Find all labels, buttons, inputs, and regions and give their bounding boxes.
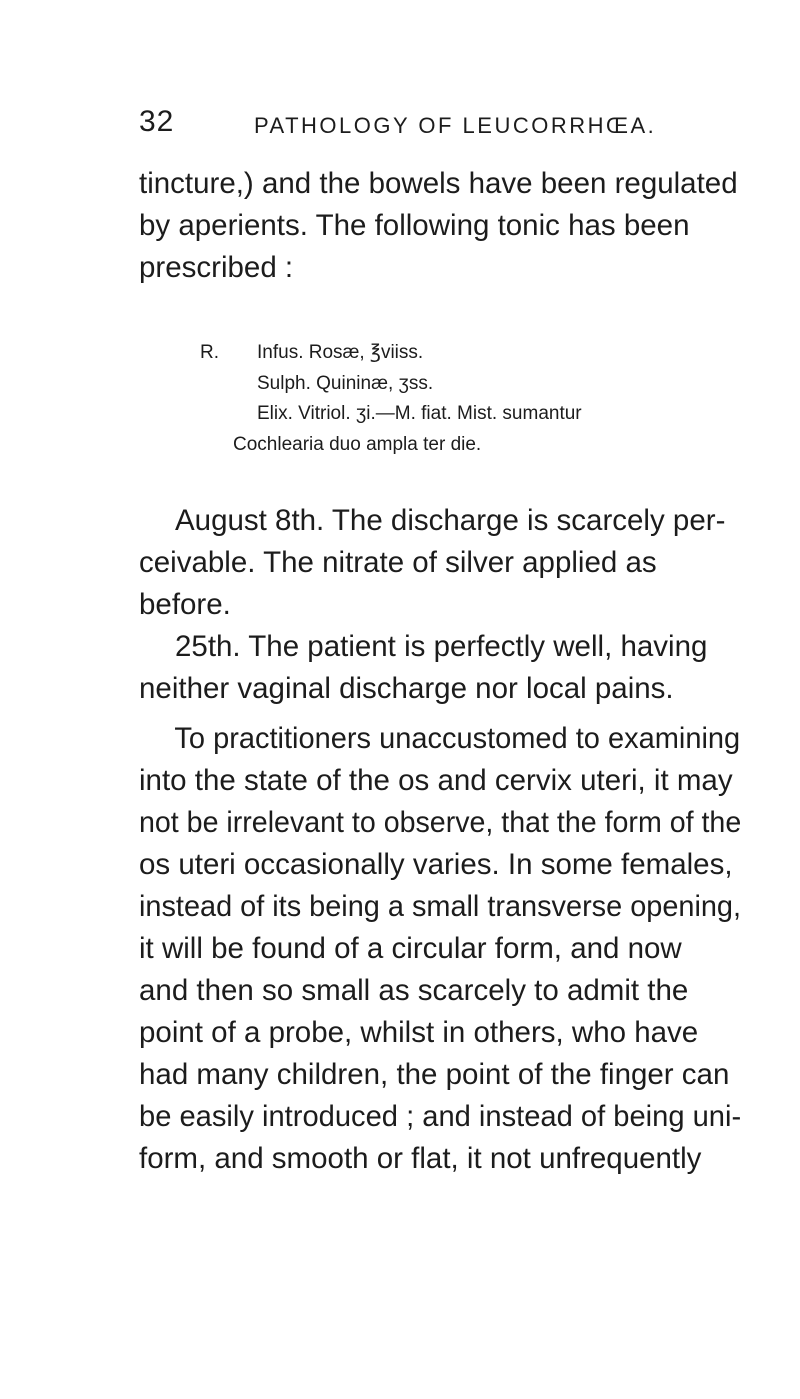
text-line: ceivable. The nitrate of silver applied as [139,546,657,579]
page-header [139,105,779,145]
text-line: and then so small as scarcely to admit the [139,974,689,1007]
text-line: To practitioners unaccustomed to examining [174,722,741,755]
text-line: not be irrelevant to observe, that the form of the [139,806,742,839]
recipe-symbol: R. [200,342,219,363]
text-line: tincture,) and the bowels have been regulated [139,167,738,200]
text-line: August 8th. The discharge is scarcely per- [175,504,726,537]
prescription-line: Elix. Vitriol. ʒi.—M. fiat. Mist. sumantur [257,403,582,424]
text-line: be easily introduced ; and instead of being uni- [139,1100,742,1133]
running-head: PATHOLOGY OF LEUCORRHŒA. [254,113,657,138]
text-line: point of a probe, whilst in others, who have [139,1016,699,1049]
text-line: prescribed : [139,251,294,284]
text-line: before. [139,588,231,621]
text-line: form, and smooth or flat, it not unfrequently [139,1142,702,1175]
text-line: instead of its being a small transverse opening, [139,890,742,923]
prescription-line: Infus. Rosæ, ℥viiss. [257,342,424,363]
prescription-line: Cochlearia duo ampla ter die. [233,433,482,455]
paragraph-case-notes [139,500,741,710]
text-line: into the state of the os and cervix uteri, it may [139,764,733,797]
text-line: had many children, the point of the finger can [139,1058,730,1091]
text-line: 25th. The patient is perfectly well, having [175,630,708,663]
text-line: neither vaginal discharge nor local pains. [139,672,674,705]
paragraph-tonic-intro [139,163,741,289]
page-number: 32 [139,105,175,138]
text-line: os uteri occasionally varies. In some females, [139,848,733,881]
text-line: by aperients. The following tonic has been [139,209,690,242]
text-line: it will be found of a circular form, and now [139,932,682,965]
paragraph-os-uteri [139,718,741,1180]
prescription-line: Sulph. Quininæ, ʒss. [257,372,434,394]
